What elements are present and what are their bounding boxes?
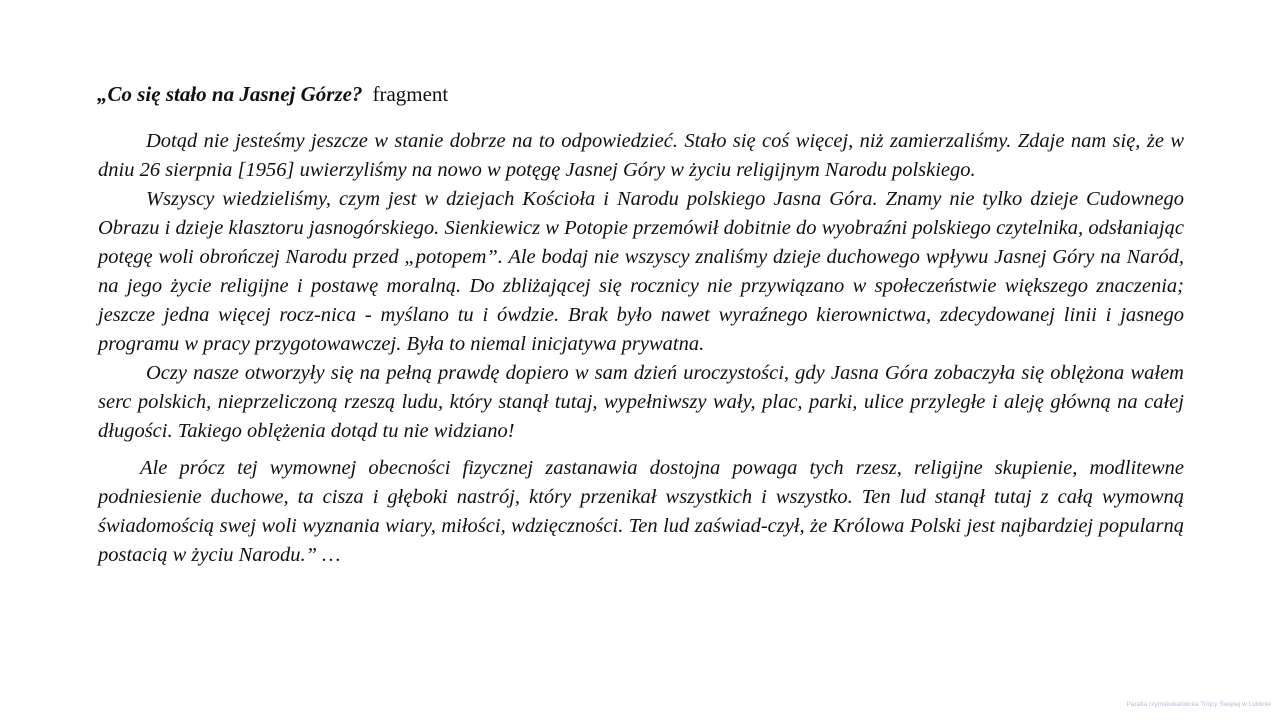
paragraph: Ale prócz tej wymownej obecności fizycznej zastanawia dostojna powaga tych rzesz, religijne skupienie, modlitewne podniesienie duchowe, ta cisza i głęboki nastrój, który przenikał wszystkich i wszystko. Ten lud stanął tutaj z całą wymowną świadomością swej woli wyznania wiary, miłości, wdzięczności. Ten lud zaświad-czył, że Królowa Polski jest najbardziej popularną postacią w życiu Narodu.” … bbox=[98, 457, 1184, 566]
paragraph: Dotąd nie jesteśmy jeszcze w stanie dobrze na to odpowiedzieć. Stało się coś więcej, niż zamierzaliśmy. Zdaje nam się, że w dniu 26 sierpnia [1956] uwierzyliśmy na nowo w potęgę Jasnej Góry w życiu religijnym Narodu polskiego. bbox=[98, 130, 1184, 181]
body-text bbox=[98, 127, 1184, 570]
title-suffix: fragment bbox=[372, 82, 449, 106]
slide-title bbox=[97, 80, 448, 108]
paragraph: Oczy nasze otworzyły się na pełną prawdę dopiero w sam dzień uroczystości, gdy Jasna Góra zobaczyła się oblężona wałem serc polskich, nieprzeliczoną rzeszą ludu, który stanął tutaj, wypełniwszy wały, plac, parki, ulice przyległe i aleję główną na całej długości. Takiego oblężenia dotąd tu nie widziano! bbox=[98, 362, 1184, 442]
paragraph: Wszyscy wiedzieliśmy, czym jest w dziejach Kościoła i Narodu polskiego Jasna Góra. Znamy nie tylko dzieje Cudownego Obrazu i dzieje klasztoru jasnogórskiego. Sienkiewicz w Potopie przemówił dobitnie do wyobraźni polskiego czytelnika, odsłaniając potęgę woli obrończej Narodu przed „potopem”. Ale bodaj nie wszyscy znaliśmy dzieje duchowego wpływu Jasnej Góry na Naród, na jego życie religijne i postawę moralną. Do zbliżającej się rocznicy nie przywiązano w społeczeństwie większego znaczenia; jeszcze jedna więcej rocz-nica - myślano tu i ówdzie. Brak było nawet wyraźnego kierownictwa, zdecydowanej linii i jasnego programu w pracy przygotowawczej. Była to niemal inicjatywa prywatna. bbox=[98, 188, 1184, 355]
title-main: „Co się stało na Jasnej Górze? bbox=[97, 82, 363, 106]
footer-credit: Parafia rzymskokatolicka Trójcy Świętej w Lublinie bbox=[1126, 701, 1271, 708]
